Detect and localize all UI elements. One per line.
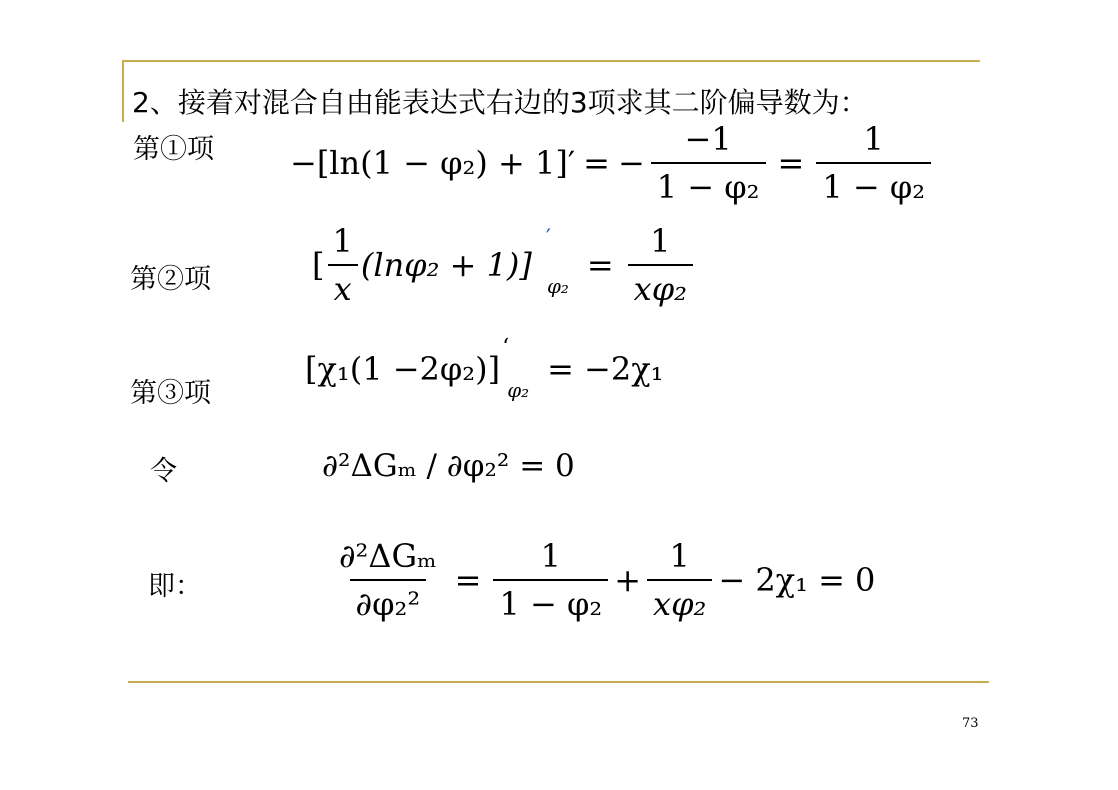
eq5-a-den: 1 − φ₂ [493, 579, 608, 623]
eq5-tail: − 2χ₁ = 0 [718, 561, 876, 599]
equation-term-3 [305, 333, 664, 403]
eq5-a-num: 1 [540, 537, 562, 575]
eq2-rhs-fraction [628, 222, 693, 308]
eq2-lhs-num: 1 [332, 222, 353, 260]
eq1-mid-fraction [651, 120, 766, 206]
eq5-b-fraction [647, 537, 712, 623]
let-label: 令 [150, 456, 177, 487]
eq2-subscript-var: φ₂ [546, 275, 569, 299]
eq5-lhs-num: ∂²ΔGₘ [339, 537, 437, 575]
frame-bottom-rule [128, 681, 989, 683]
eq5-a-fraction [493, 537, 608, 623]
eq3-lhs: [χ₁(1 −2φ₂)] [305, 350, 501, 388]
eq1-mid-num: −1 [684, 120, 732, 158]
equation-term-1: −[ln(1 − φ₂) + 1]′ = − $\frac{-1}{\text{1 − φ₂}}$ = $\frac{1}{\text{1 − φ₂}}$ [290, 120, 937, 206]
eq1-rhs-fraction [816, 120, 931, 206]
slide-heading: 2、接着对混合自由能表达式右边的3项求其二阶偏导数为： [132, 86, 868, 119]
eq2-rhs-num: 1 [650, 222, 671, 260]
eq5-b-den: xφ₂ [647, 579, 712, 623]
eq1-rhs-den: 1 − φ₂ [816, 162, 931, 206]
eq2-lhs-den: x [328, 264, 358, 308]
eq5-b-num: 1 [669, 537, 690, 575]
eq2-lhs-fraction [326, 222, 358, 308]
eq3-rhs: = −2χ₁ [547, 350, 664, 388]
equation-condition: ∂²ΔGₘ / ∂φ₂² = 0 [322, 448, 575, 484]
eq1-mid-den: 1 − φ₂ [651, 162, 766, 206]
eq2-rhs-den: xφ₂ [628, 264, 693, 308]
page-number: 73 [962, 716, 979, 731]
term-3-label: 第③项 [130, 378, 211, 409]
term-1-label: 第①项 [133, 134, 214, 165]
eq5-lhs-den: ∂φ₂² [350, 579, 427, 623]
eq3-prime-mark: ‘ [502, 333, 510, 360]
frame-top-rule [122, 60, 980, 62]
eq1-lhs: −[ln(1 − φ₂) + 1]′ [290, 144, 576, 182]
thus-label: 即： [148, 571, 202, 602]
equation-term-2: [ $\frac{1}{x}$ (lnφ₂ + 1)] ′ φ₂ = $\frac{1}{\text{xφ₂}}$ [312, 222, 699, 308]
eq2-lhs-body: (lnφ₂ + 1)] [360, 246, 532, 284]
eq1-rhs-num: 1 [863, 120, 884, 158]
eq3-subscript-var: φ₂ [507, 379, 530, 403]
equation-result: $\frac{\text{∂²ΔGₘ}}{\text{∂φ₂²}}$ = $\frac{1}{\text{1 − φ₂}}$ + $\frac{1}{\text{xφ₂}}$ − 2χ₁ = 0 [327, 537, 875, 623]
eq2-prime-mark: ′ [545, 225, 551, 252]
frame-left-rule [122, 60, 124, 122]
term-2-label: 第②项 [130, 264, 211, 295]
eq5-lhs-fraction [333, 537, 443, 623]
